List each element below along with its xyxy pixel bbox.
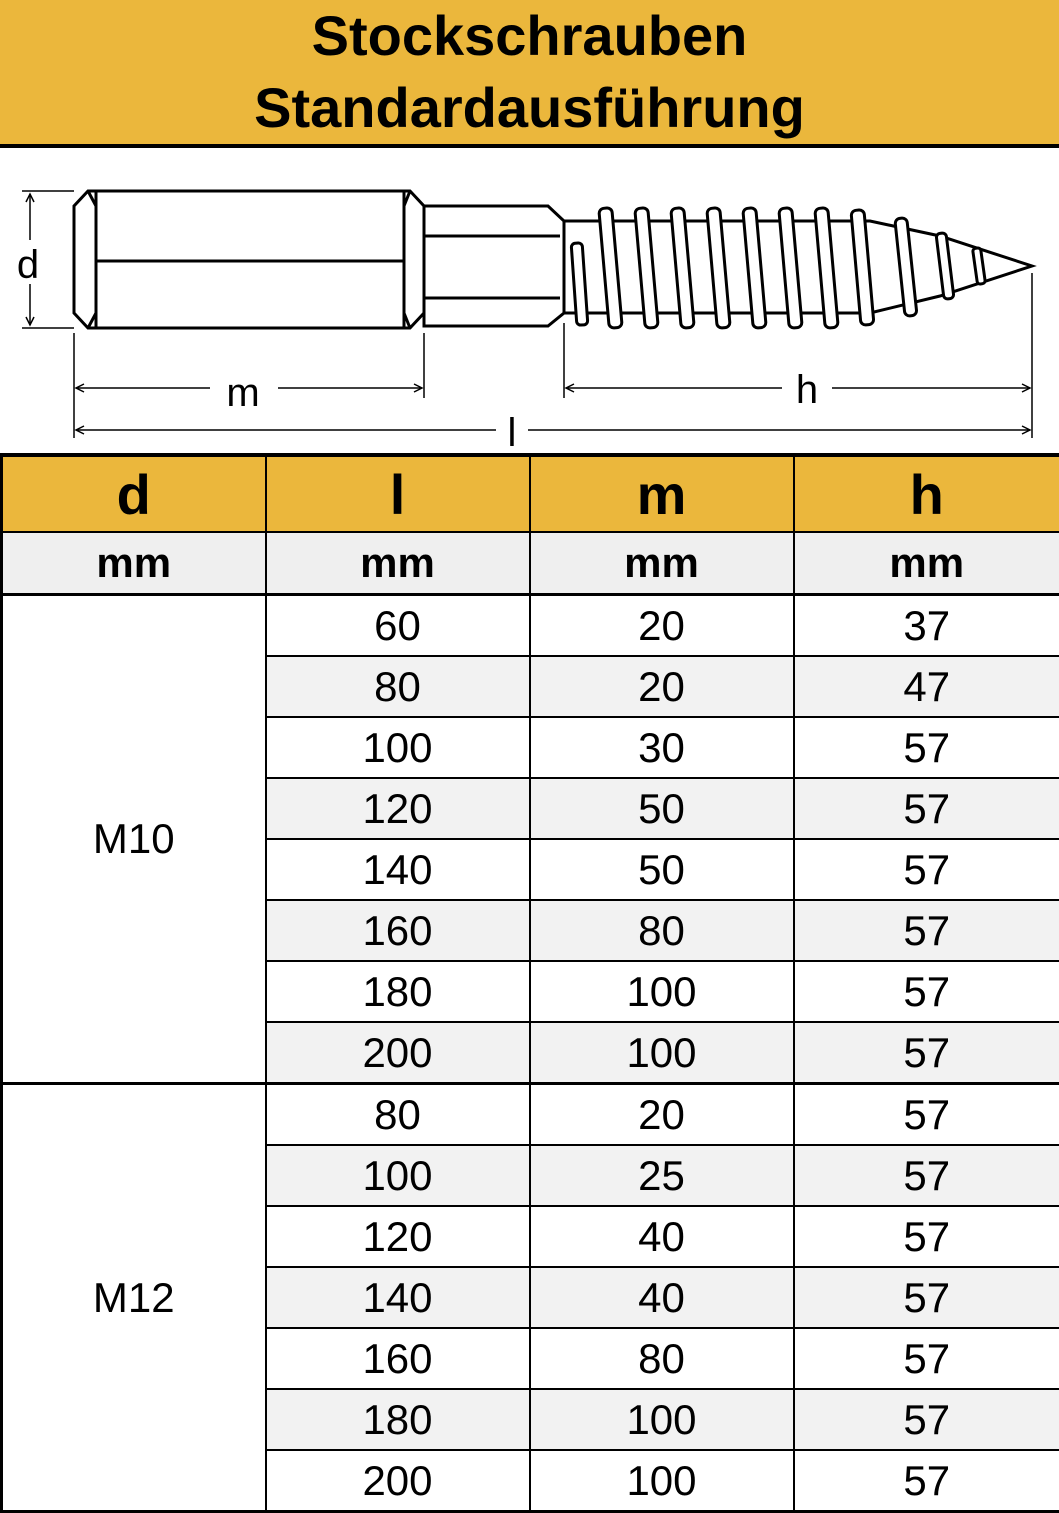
cell-h: 57 bbox=[794, 1206, 1059, 1267]
unit-m: mm bbox=[530, 532, 794, 595]
cell-h: 57 bbox=[794, 1389, 1059, 1450]
cell-m: 100 bbox=[530, 961, 794, 1022]
units-row bbox=[2, 532, 1059, 595]
cell-h: 57 bbox=[794, 1450, 1059, 1512]
cell-h: 57 bbox=[794, 900, 1059, 961]
header-m: m bbox=[530, 455, 794, 532]
cell-m: 25 bbox=[530, 1145, 794, 1206]
cell-l: 120 bbox=[266, 778, 530, 839]
cell-l: 140 bbox=[266, 1267, 530, 1328]
cell-l: 160 bbox=[266, 900, 530, 961]
cell-m: 20 bbox=[530, 595, 794, 657]
cell-h: 57 bbox=[794, 1084, 1059, 1146]
table-row bbox=[2, 595, 1059, 657]
cell-m: 30 bbox=[530, 717, 794, 778]
cell-m: 50 bbox=[530, 778, 794, 839]
header-h: h bbox=[794, 455, 1059, 532]
cell-h: 47 bbox=[794, 656, 1059, 717]
cell-l: 180 bbox=[266, 961, 530, 1022]
unit-d: mm bbox=[2, 532, 266, 595]
cell-h: 57 bbox=[794, 1328, 1059, 1389]
cell-l: 60 bbox=[266, 595, 530, 657]
header-l: l bbox=[266, 455, 530, 532]
screw-diagram-svg bbox=[0, 148, 1059, 453]
hanger-bolt-icon bbox=[74, 191, 1032, 328]
cell-h: 57 bbox=[794, 961, 1059, 1022]
dimension-table bbox=[0, 453, 1059, 1513]
unit-h: mm bbox=[794, 532, 1059, 595]
cell-m: 80 bbox=[530, 1328, 794, 1389]
cell-l: 100 bbox=[266, 1145, 530, 1206]
table-row bbox=[2, 1084, 1059, 1146]
cell-h: 37 bbox=[794, 595, 1059, 657]
cell-l: 200 bbox=[266, 1022, 530, 1084]
screw-drawing bbox=[0, 148, 1059, 453]
header-row bbox=[2, 455, 1059, 532]
cell-m: 80 bbox=[530, 900, 794, 961]
cell-h: 57 bbox=[794, 1267, 1059, 1328]
cell-h: 57 bbox=[794, 717, 1059, 778]
cell-l: 200 bbox=[266, 1450, 530, 1512]
cell-m: 20 bbox=[530, 656, 794, 717]
cell-l: 120 bbox=[266, 1206, 530, 1267]
cell-l: 80 bbox=[266, 656, 530, 717]
title-line-1: Stockschrauben bbox=[312, 0, 748, 72]
cell-m: 50 bbox=[530, 839, 794, 900]
cell-m: 100 bbox=[530, 1389, 794, 1450]
dim-label-h: h bbox=[796, 368, 818, 412]
cell-m: 40 bbox=[530, 1206, 794, 1267]
group-label-m10: M10 bbox=[2, 595, 266, 1084]
cell-l: 140 bbox=[266, 839, 530, 900]
title-banner bbox=[0, 0, 1059, 148]
cell-m: 100 bbox=[530, 1022, 794, 1084]
cell-l: 180 bbox=[266, 1389, 530, 1450]
cell-l: 80 bbox=[266, 1084, 530, 1146]
cell-h: 57 bbox=[794, 1145, 1059, 1206]
cell-h: 57 bbox=[794, 839, 1059, 900]
cell-l: 160 bbox=[266, 1328, 530, 1389]
dim-label-l: l bbox=[508, 411, 517, 453]
unit-l: mm bbox=[266, 532, 530, 595]
cell-m: 20 bbox=[530, 1084, 794, 1146]
header-d: d bbox=[2, 455, 266, 532]
title-line-2: Standardausführung bbox=[254, 72, 805, 144]
cell-m: 100 bbox=[530, 1450, 794, 1512]
cell-m: 40 bbox=[530, 1267, 794, 1328]
cell-h: 57 bbox=[794, 778, 1059, 839]
cell-l: 100 bbox=[266, 717, 530, 778]
dim-label-d: d bbox=[17, 243, 39, 287]
group-label-m12: M12 bbox=[2, 1084, 266, 1512]
cell-h: 57 bbox=[794, 1022, 1059, 1084]
dim-label-m: m bbox=[226, 371, 259, 415]
